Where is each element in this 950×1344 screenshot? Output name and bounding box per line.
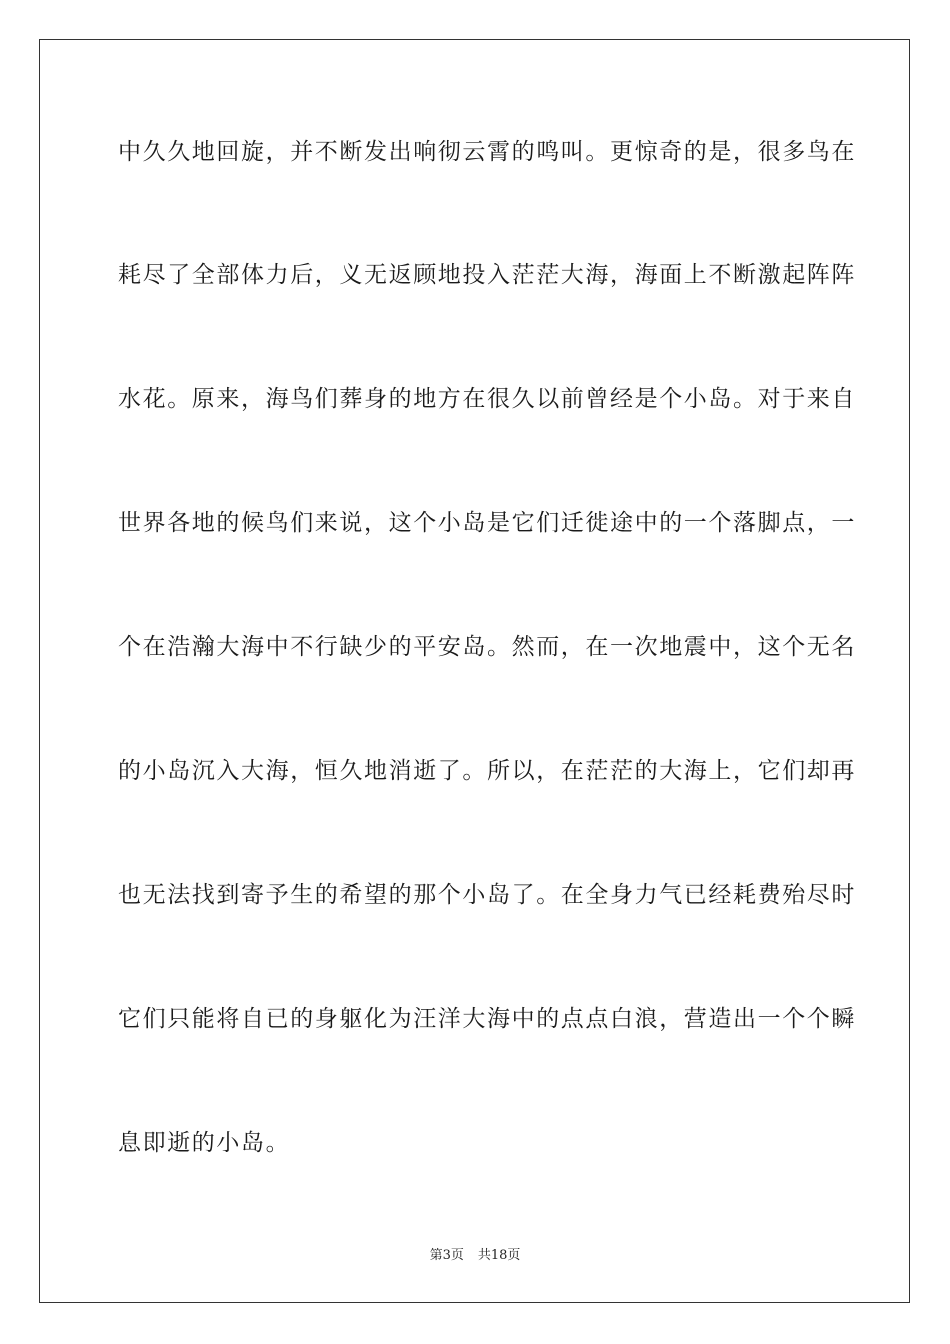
text-line: 世界各地的候鸟们来说，这个小岛是它们迁徙途中的一个落脚点，一	[118, 510, 856, 536]
text-line: 水花。原来，海鸟们葬身的地方在很久以前曾经是个小岛。对于来自	[118, 386, 856, 412]
text-line: 中久久地回旋，并不断发出响彻云霄的鸣叫。更惊奇的是，很多鸟在	[118, 139, 856, 165]
total-pages: 共18页	[477, 1248, 521, 1263]
text-line: 的小岛沉入大海，恒久地消逝了。所以，在茫茫的大海上，它们却再	[118, 758, 856, 784]
page-number: 第3页	[429, 1248, 464, 1263]
text-line: 它们只能将自已的身躯化为汪洋大海中的点点白浪，营造出一个个瞬	[118, 1006, 856, 1032]
text-line: 耗尽了全部体力后，义无返顾地投入茫茫大海，海面上不断激起阵阵	[118, 262, 856, 288]
page-border	[39, 39, 910, 1303]
text-line: 也无法找到寄予生的希望的那个小岛了。在全身力气已经耗费殆尽时	[118, 882, 856, 908]
text-line: 个在浩瀚大海中不行缺少的平安岛。然而，在一次地震中，这个无名	[118, 634, 856, 660]
page-footer	[0, 1246, 950, 1266]
text-line: 息即逝的小岛。	[118, 1130, 291, 1156]
